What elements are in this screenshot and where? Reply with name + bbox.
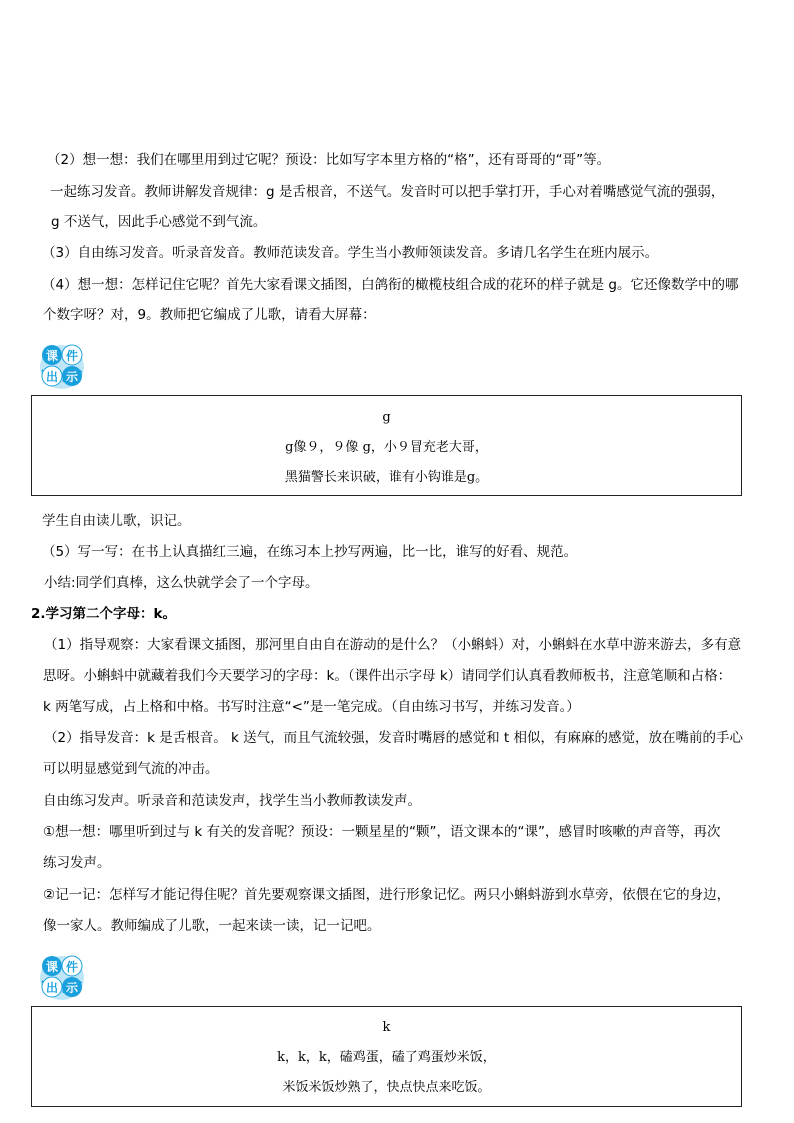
rhyme-line: k，k，k，磕鸡蛋，磕了鸡蛋炒米饭， [277, 1050, 496, 1065]
paragraph-think-2: （2）想一想：我们在哪里用到过它呢？预设：比如写字本里方格的“格”，还有哥哥的“哥”等。 [47, 152, 611, 168]
paragraph-step-4-line1: （4）想一想：怎样记住它呢？首先大家看课文插图，白鸽衔的橄榄枝组合成的花环的样子就是 g。它还像数学中的哪 [42, 277, 739, 293]
rhyme-title-g: g [382, 410, 391, 425]
paragraph-practice-line2: g 不送气，因此手心感觉不到气流。 [51, 214, 267, 230]
svg-text:示: 示 [65, 981, 79, 995]
rhyme-box-k [31, 1006, 742, 1107]
svg-text:件: 件 [65, 349, 79, 363]
paragraph-summary: 小结:同学们真棒，这么快就学会了一个字母。 [44, 575, 319, 591]
paragraph-k-think-line1: ①想一想：哪里听到过与 k 有关的发音呢？预设：一颗星星的“颗”，语文课本的“课”，感冒时咳嗽的声音等，再次 [43, 824, 721, 840]
rhyme-box-g [31, 395, 742, 496]
paragraph-read: 学生自由读儿歌，识记。 [42, 513, 191, 529]
courseware-badge-icon [32, 340, 90, 390]
courseware-badge-icon [32, 951, 90, 1001]
paragraph-step-4-line2: 个数字呀？对，9。教师把它编成了儿歌，请看大屏幕： [43, 307, 376, 323]
rhyme-line: g像９，９像 g，小９冒充老大哥， [285, 440, 488, 455]
paragraph-k-observe-line3: k 两笔写成，占上格和中格。书写时注意“<”是一笔完成。（自由练习书写，并练习发音。） [43, 699, 580, 715]
svg-text:出: 出 [45, 981, 59, 995]
svg-text:件: 件 [65, 960, 79, 974]
rhyme-title-k: k [382, 1020, 391, 1035]
paragraph-k-pronounce-line1: （2）指导发音：k 是舌根音。 k 送气，而且气流较强，发音时嘴唇的感觉和 t 相似，有麻麻的感觉，放在嘴前的手心 [44, 730, 743, 746]
paragraph-step-3: （3）自由练习发音。听录音发音。教师范读发音。学生当小教师领读发音。多请几名学生在班内展示。 [42, 245, 659, 261]
rhyme-line: 米饭米饭炒熟了，快点快点来吃饭。 [282, 1080, 491, 1095]
paragraph-k-remember-line2: 像一家人。教师编成了儿歌，一起来读一读，记一记吧。 [43, 918, 381, 934]
paragraph-k-observe-line1: （1）指导观察：大家看课文插图，那河里自由自在游动的是什么？（小蝌蚪）对，小蝌蚪在水草中游来游去，多有意 [44, 637, 742, 653]
svg-text:课: 课 [45, 349, 59, 363]
paragraph-k-remember-line1: ②记一记：怎样写才能记得住呢？首先要观察课文插图，进行形象记忆。两只小蝌蚪游到水草旁，依偎在它的身边， [43, 887, 731, 903]
paragraph-k-observe-line2: 思呀。小蝌蚪中就藏着我们今天要学习的字母：k。（课件出示字母 k）请同学们认真看教师板书，注意笔顺和占格： [43, 668, 732, 684]
svg-text:课: 课 [45, 960, 59, 974]
paragraph-k-pronounce-line2: 可以明显感觉到气流的冲击。 [43, 761, 219, 777]
paragraph-step-5: （5）写一写：在书上认真描红三遍，在练习本上抄写两遍，比一比，谁写的好看、规范。 [42, 544, 578, 560]
paragraph-practice-line1: 一起练习发音。教师讲解发音规律：g 是舌根音，不送气。发音时可以把手掌打开，手心对着嘴感觉气流的强弱， [50, 184, 725, 200]
svg-text:示: 示 [65, 370, 79, 384]
rhyme-line: 黑猫警长来识破，谁有小钩谁是g。 [284, 470, 489, 485]
paragraph-k-think-line2: 练习发声。 [43, 855, 111, 871]
section-heading: 2.学习第二个字母：k。 [31, 606, 176, 622]
paragraph-k-practice: 自由练习发声。听录音和范读发声，找学生当小教师教读发声。 [43, 793, 421, 809]
svg-text:出: 出 [45, 370, 59, 384]
